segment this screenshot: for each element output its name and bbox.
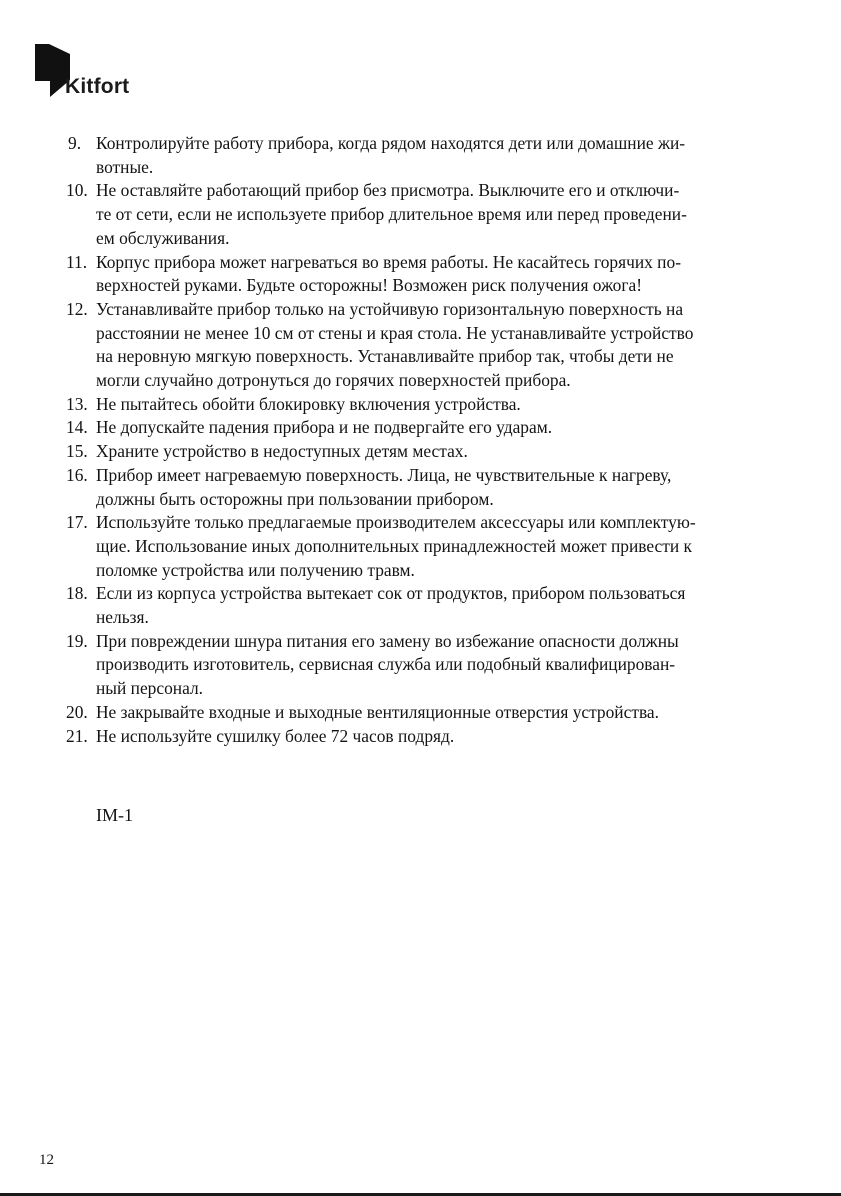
rule-item: [66, 440, 784, 464]
rule-text-line: производить изготовитель, сервисная служба или подобный квалифицирован-: [96, 654, 676, 675]
rule-item: [66, 298, 784, 393]
document-code: IM-1: [96, 805, 133, 825]
rule-item: [66, 251, 784, 298]
rule-text-line: Если из корпуса устройства вытекает сок от продуктов, прибором пользоваться: [96, 583, 686, 604]
rule-item: [66, 132, 784, 179]
rule-number: 20.: [66, 701, 88, 722]
rule-number: 9.: [68, 133, 82, 153]
rule-text-line: Не пытайтесь обойти блокировку включения устройства.: [96, 393, 521, 414]
rule-number: 16.: [66, 464, 88, 485]
rule-text-line: Корпус прибора может нагреваться во время работы. Не касайтесь горячих по-: [96, 251, 681, 272]
rule-item: [66, 464, 784, 511]
rule-text-line: вотные.: [96, 156, 154, 177]
rule-item: [66, 725, 784, 749]
rule-number: 19.: [66, 630, 88, 651]
rule-text-line: те от сети, если не используете прибор длительное время или перед проведени-: [96, 204, 687, 225]
rule-number: 11.: [66, 251, 88, 272]
rule-item: [66, 701, 784, 725]
rule-text-line: Не закрывайте входные и выходные вентиляционные отверстия устройства.: [96, 701, 659, 722]
rule-text-line: Не допускайте падения прибора и не подвергайте его ударам.: [96, 417, 553, 438]
rule-text-line: ем обслуживания.: [96, 227, 230, 248]
rule-text-line: Контролируйте работу прибора, когда рядом находятся дети или домашние жи-: [96, 133, 686, 153]
safety-rules-list: [66, 132, 784, 748]
rule-text-line: Не оставляйте работающий прибор без присмотра. Выключите его и отключи-: [96, 180, 680, 201]
rule-text-line: ный персонал.: [96, 678, 203, 699]
rule-text-line: Устанавливайте прибор только на устойчивую горизонтальную поверхность на: [96, 298, 684, 319]
rule-item: [66, 630, 784, 701]
page-number: 12: [39, 1152, 54, 1168]
rule-number: 17.: [66, 512, 88, 533]
rule-item: [66, 416, 784, 440]
rule-text-line: нельзя.: [96, 607, 149, 628]
rule-text-line: Прибор имеет нагреваемую поверхность. Лица, не чувствительные к нагреву,: [96, 464, 672, 485]
rule-text-line: Храните устройство в недоступных детям местах.: [96, 441, 468, 462]
rule-text-line: поломке устройства или получению травм.: [96, 559, 415, 580]
rule-number: 18.: [66, 583, 88, 604]
rule-text-line: могли случайно дотронуться до горячих поверхностей прибора.: [96, 370, 571, 391]
rule-number: 13.: [66, 393, 88, 414]
rule-text-line: Используйте только предлагаемые производителем аксессуары или комплектую-: [96, 512, 696, 533]
rule-item: [66, 582, 784, 629]
rule-text-line: щие. Использование иных дополнительных принадлежностей может привести к: [96, 535, 692, 556]
rule-number: 14.: [66, 417, 88, 438]
rule-text-line: верхностей руками. Будьте осторожны! Возможен риск получения ожога!: [96, 275, 642, 296]
rule-number: 21.: [66, 725, 88, 746]
rule-item: [66, 393, 784, 417]
rule-item: [66, 511, 784, 582]
rule-number: 15.: [66, 441, 88, 462]
rule-text-line: расстоянии не менее 10 см от стены и края стола. Не устанавливайте устройство: [96, 322, 694, 343]
rule-text-line: на неровную мягкую поверхность. Устанавливайте прибор так, чтобы дети не: [96, 346, 674, 367]
brand-name: Kitfort: [65, 75, 130, 98]
rule-text-line: должны быть осторожны при пользовании прибором.: [96, 488, 494, 509]
rule-text-line: При повреждении шнура питания его замену во избежание опасности должны: [96, 630, 679, 651]
kitfort-logo: [34, 44, 154, 100]
rule-text-line: Не используйте сушилку более 72 часов подряд.: [96, 725, 455, 746]
rule-number: 10.: [66, 180, 88, 201]
rule-number: 12.: [66, 298, 88, 319]
rule-item: [66, 179, 784, 250]
